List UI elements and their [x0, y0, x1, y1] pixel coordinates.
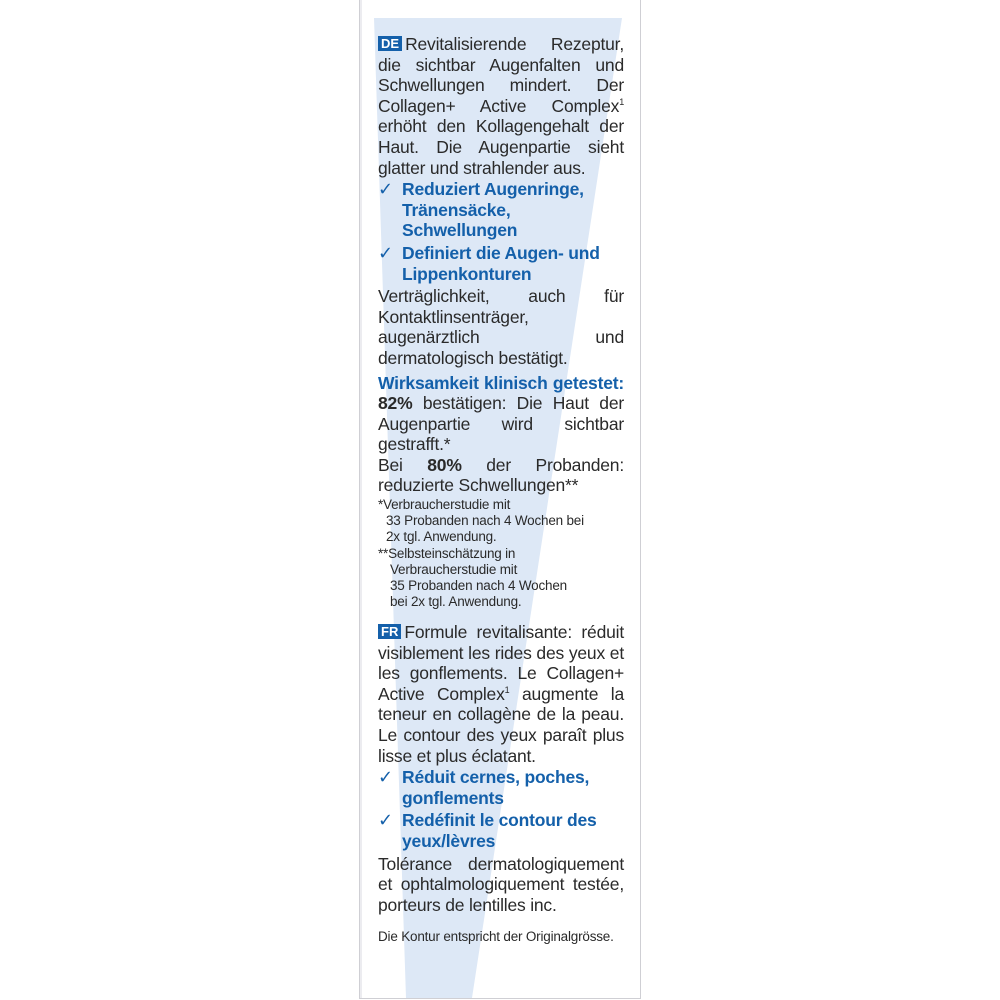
de-footnote-2	[378, 546, 624, 610]
checkmark-icon: ✓	[378, 767, 393, 788]
de-efficacy-percent-1: 82%	[378, 393, 413, 414]
de-benefit-1: Reduziert Augenringe, Tränensäcke, Schwellungen	[402, 179, 584, 241]
de-tolerance-text: Verträglichkeit, auch für Kontaktlinsenträger, augenärztlich und dermatologisch bestätigt.	[378, 286, 624, 368]
de-efficacy-prefix-2: Bei	[378, 454, 428, 475]
fr-benefit-1: Réduit cernes, poches, gonflements	[402, 767, 590, 808]
fr-benefit-item	[378, 767, 624, 808]
fr-tolerance-text: Tolérance dermatologiquement et ophtalmologiquement testée, porteurs de lentilles inc.	[378, 853, 624, 915]
de-benefit-list	[378, 179, 624, 284]
footnote-line: bei 2x tgl. Anwendung.	[390, 594, 522, 610]
section-gap	[378, 610, 624, 622]
de-efficacy-paragraph	[378, 373, 624, 455]
checkmark-icon: ✓	[378, 242, 393, 263]
fr-intro-paragraph	[378, 622, 624, 766]
contour-note: Die Kontur entspricht der Originalgrösse.	[378, 929, 614, 945]
fr-intro-superscript: 1	[504, 684, 510, 695]
de-benefit-2: Definiert die Augen- und Lippenkonturen	[402, 242, 600, 284]
footnote-line: 35 Probanden nach 4 Wochen	[390, 578, 567, 594]
checkmark-icon: ✓	[378, 810, 393, 831]
footnote-line: 2x tgl. Anwendung.	[386, 529, 497, 545]
de-efficacy-text-1: bestätigen: Die Haut der Augenpartie wird sichtbar gestrafft.*	[378, 393, 624, 455]
de-efficacy-percent-2: 80%	[427, 454, 462, 475]
footnote-line: *Verbraucherstudie mit	[378, 497, 511, 513]
fr-intro-text: Formule revitalisante: réduit visiblement les rides des yeux et les gonflements. Le Collagen+ Active Complex	[378, 622, 624, 704]
de-efficacy-heading: Wirksamkeit klinisch getestet:	[378, 372, 624, 393]
de-intro-superscript: 1	[619, 96, 624, 107]
de-efficacy-paragraph-2	[378, 455, 624, 496]
de-intro-text-cont: erhöht den Kollagengehalt der Haut. Die Augenpartie sieht glatter und strahlender aus.	[378, 116, 624, 178]
fr-benefit-list	[378, 767, 624, 851]
checkmark-icon: ✓	[378, 179, 393, 200]
footnote-line: 33 Probanden nach 4 Wochen bei	[386, 513, 584, 529]
de-intro-paragraph	[378, 34, 624, 178]
fr-benefit-item	[378, 810, 624, 851]
fr-benefit-2: Redéfinit le contour des yeux/lèvres	[402, 810, 597, 851]
footnote-line: Verbraucherstudie mit	[390, 562, 518, 578]
leaflet-text	[378, 34, 624, 945]
fr-language-tag: FR	[378, 624, 401, 639]
de-language-tag: DE	[378, 36, 402, 51]
de-intro-text: Revitalisierende Rezeptur, die sichtbar Augenfalten und Schwellungen mindert. Der Collagen+ Active Complex	[378, 34, 624, 116]
de-benefit-item	[378, 243, 624, 284]
de-benefit-item	[378, 179, 624, 241]
de-footnote-1	[378, 497, 624, 545]
footnote-line: **Selbsteinschätzung in	[378, 546, 516, 562]
fr-intro-text-cont: augmente la teneur en collagène de la peau. Le contour des yeux paraît plus lisse et plus éclatant.	[378, 683, 624, 766]
de-efficacy-text-2: der Probanden: reduzierte Schwellungen**	[378, 454, 625, 496]
product-leaflet-panel	[359, 0, 641, 999]
